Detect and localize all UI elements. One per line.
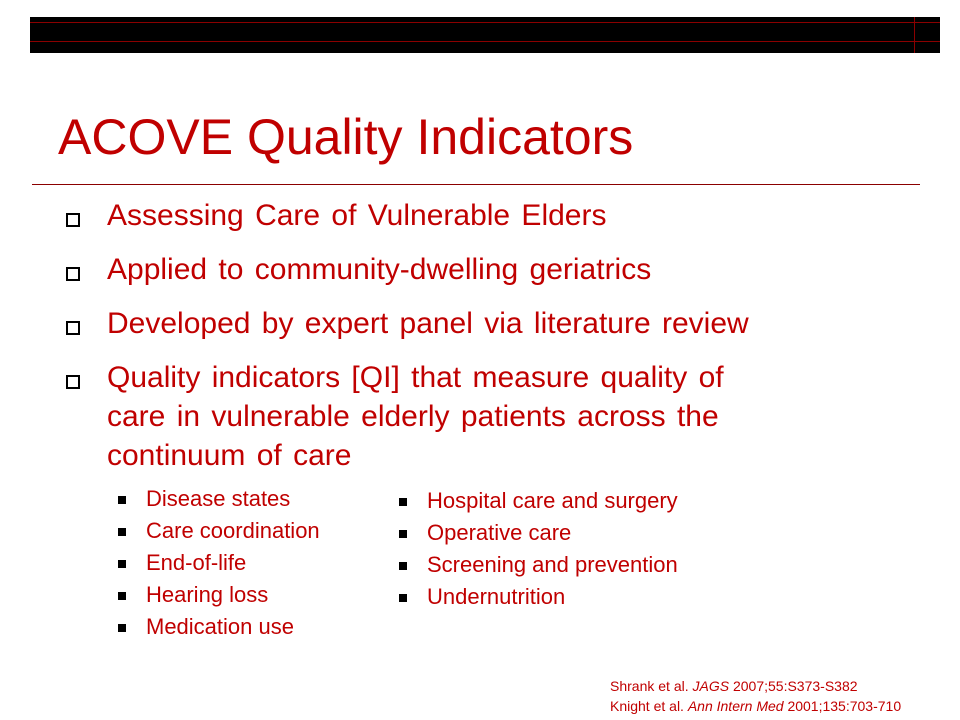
bullet-text-line: continuum of care xyxy=(107,439,352,472)
subtopic-label: Undernutrition xyxy=(427,584,566,609)
reference-journal: JAGS xyxy=(692,678,730,694)
banner-divider xyxy=(914,17,915,53)
slide-title: ACOVE Quality Indicators xyxy=(58,109,634,165)
subtopic-label: End-of-life xyxy=(146,550,247,575)
bullet-text-line: Quality indicators [QI] that measure quality of xyxy=(107,361,724,394)
subtopic-label: Operative care xyxy=(427,520,572,545)
subtopic-label: Hearing loss xyxy=(146,582,269,607)
title-underline xyxy=(32,184,920,185)
reference-journal: Ann Intern Med xyxy=(687,698,784,714)
square-bullet-icon xyxy=(399,594,407,602)
subtopic-label: Disease states xyxy=(146,486,291,511)
square-bullet-icon xyxy=(118,528,126,536)
bullet-text: Applied to community-dwelling geriatrics xyxy=(107,253,652,286)
banner-rule xyxy=(30,22,940,23)
top-banner xyxy=(30,17,940,53)
hollow-square-bullet-icon xyxy=(66,321,80,335)
bullet-text: Developed by expert panel via literature review xyxy=(107,307,749,340)
square-bullet-icon xyxy=(399,498,407,506)
square-bullet-icon xyxy=(399,562,407,570)
square-bullet-icon xyxy=(118,624,126,632)
subtopic-label: Hospital care and surgery xyxy=(427,488,678,513)
hollow-square-bullet-icon xyxy=(66,375,80,389)
references xyxy=(610,676,901,716)
square-bullet-icon xyxy=(399,530,407,538)
square-bullet-icon xyxy=(118,592,126,600)
square-bullet-icon xyxy=(118,496,126,504)
subtopic-label: Care coordination xyxy=(146,518,320,543)
reference-authors: Shrank et al. xyxy=(610,678,693,694)
reference-details: 2001;135:703-710 xyxy=(783,698,902,714)
reference-authors: Knight et al. xyxy=(610,698,688,714)
reference-line xyxy=(610,696,901,716)
square-bullet-icon xyxy=(118,560,126,568)
hollow-square-bullet-icon xyxy=(66,213,80,227)
subtopic-label: Screening and prevention xyxy=(427,552,678,577)
bullet-text: Assessing Care of Vulnerable Elders xyxy=(107,199,607,232)
reference-details: 2007;55:S373-S382 xyxy=(729,678,858,694)
bullet-text xyxy=(107,358,724,475)
bullet-text-line: care in vulnerable elderly patients across the xyxy=(107,400,719,433)
subtopic-label: Medication use xyxy=(146,614,294,639)
reference-line xyxy=(610,676,901,696)
banner-rule xyxy=(30,41,940,42)
hollow-square-bullet-icon xyxy=(66,267,80,281)
